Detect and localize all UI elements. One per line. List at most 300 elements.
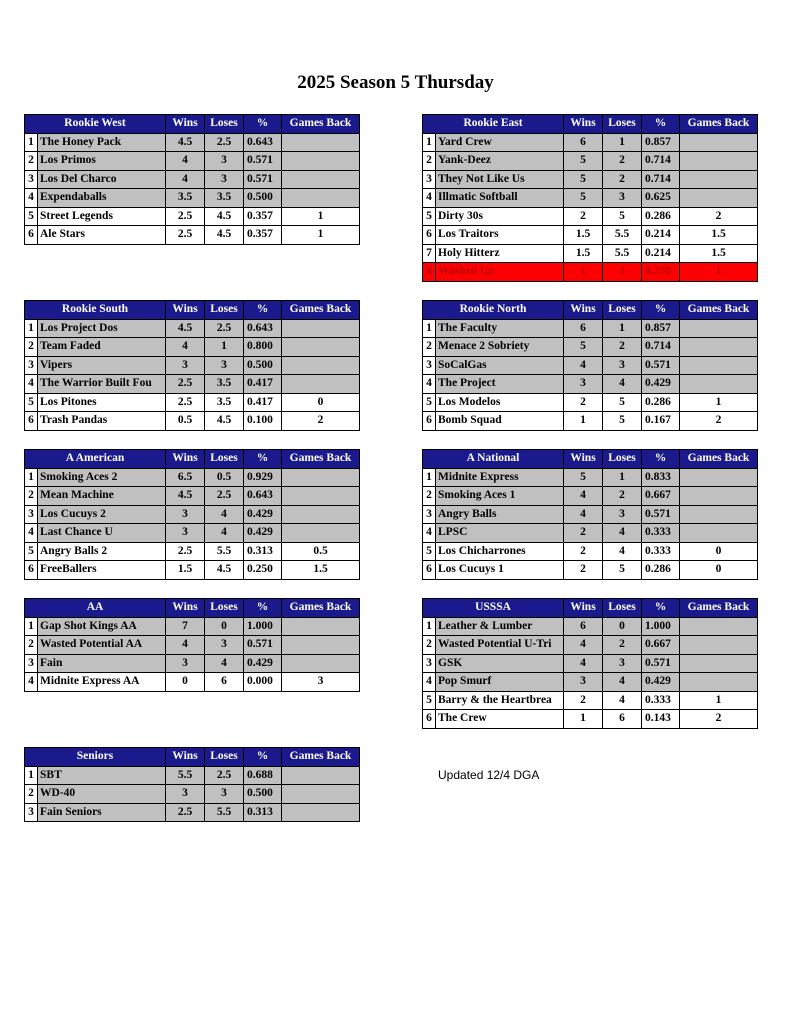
- games-back-cell: 1: [680, 393, 758, 412]
- games-back-cell: [282, 468, 360, 487]
- table-row: [25, 785, 360, 804]
- wins-cell: 4: [166, 636, 205, 655]
- wins-cell: 1: [564, 412, 603, 431]
- table-row: [423, 636, 758, 655]
- rank-cell: 1: [423, 319, 436, 338]
- wins-cell: 2: [564, 542, 603, 561]
- wins-cell: 2: [564, 691, 603, 710]
- games-back-cell: [282, 375, 360, 394]
- team-name-cell: Trash Pandas: [38, 412, 166, 431]
- table-row: [423, 393, 758, 412]
- team-name-cell: Los Cucuys 1: [436, 561, 564, 580]
- loses-cell: 5: [603, 412, 642, 431]
- wins-cell: 4.5: [166, 133, 205, 152]
- wins-cell: 5: [564, 170, 603, 189]
- wins-cell: 3: [564, 673, 603, 692]
- rank-cell: 3: [25, 356, 38, 375]
- table-row: [423, 487, 758, 506]
- table-header-row: [25, 599, 360, 618]
- table-row: [423, 356, 758, 375]
- loses-cell: 2.5: [205, 133, 244, 152]
- games-back-cell: [282, 654, 360, 673]
- table-row: [423, 561, 758, 580]
- team-name-cell: LPSC: [436, 524, 564, 543]
- games-back-cell: [282, 617, 360, 636]
- pct-header: %: [642, 599, 680, 618]
- games-back-cell: [282, 505, 360, 524]
- loses-cell: 3: [205, 636, 244, 655]
- table-row: [25, 524, 360, 543]
- team-name-cell: Street Legends: [38, 207, 166, 226]
- table-row: [423, 338, 758, 357]
- table-rookie-east: [422, 114, 758, 282]
- pct-cell: 0.571: [244, 636, 282, 655]
- team-name-cell: Expendaballs: [38, 189, 166, 208]
- team-name-cell: Holy Hitterz: [436, 244, 564, 263]
- loses-cell: 4: [603, 524, 642, 543]
- division-name: Rookie North: [423, 301, 564, 320]
- games-back-cell: [282, 152, 360, 171]
- wins-cell: 2.5: [166, 393, 205, 412]
- team-name-cell: Last Chance U: [38, 524, 166, 543]
- wins-cell: 5: [564, 152, 603, 171]
- wins-cell: 2.5: [166, 207, 205, 226]
- table-row: [423, 542, 758, 561]
- table-row: [25, 617, 360, 636]
- table-row: [423, 375, 758, 394]
- games-back-cell: [680, 152, 758, 171]
- rank-cell: 4: [423, 673, 436, 692]
- rank-cell: 2: [25, 338, 38, 357]
- loses-cell: 4: [603, 673, 642, 692]
- table-row: [25, 356, 360, 375]
- table-row: [25, 133, 360, 152]
- games-back-header: Games Back: [680, 450, 758, 469]
- team-name-cell: Fain Seniors: [38, 803, 166, 822]
- team-name-cell: Los Modelos: [436, 393, 564, 412]
- team-name-cell: GSK: [436, 654, 564, 673]
- loses-header: Loses: [603, 599, 642, 618]
- games-back-cell: [680, 617, 758, 636]
- pct-cell: 0.429: [244, 505, 282, 524]
- rank-cell: 1: [423, 468, 436, 487]
- loses-cell: 3: [603, 263, 642, 282]
- page-title: 2025 Season 5 Thursday: [297, 72, 494, 93]
- wins-cell: 7: [166, 617, 205, 636]
- loses-cell: 2.5: [205, 487, 244, 506]
- wins-cell: 4: [564, 487, 603, 506]
- division-name: AA: [25, 599, 166, 618]
- team-name-cell: SoCalGas: [436, 356, 564, 375]
- loses-cell: 4.5: [205, 226, 244, 245]
- wins-cell: 3: [166, 524, 205, 543]
- wins-header: Wins: [564, 450, 603, 469]
- wins-cell: 5: [564, 338, 603, 357]
- table-row: [25, 487, 360, 506]
- games-back-cell: 1.5: [680, 244, 758, 263]
- loses-cell: 4: [205, 505, 244, 524]
- loses-cell: 0: [603, 617, 642, 636]
- games-back-header: Games Back: [680, 115, 758, 134]
- games-back-cell: [680, 170, 758, 189]
- wins-header: Wins: [166, 599, 205, 618]
- table-header-row: [25, 748, 360, 767]
- wins-cell: 3.5: [166, 189, 205, 208]
- team-name-cell: Team Faded: [38, 338, 166, 357]
- wins-cell: 4: [564, 654, 603, 673]
- wins-cell: 2.5: [166, 803, 205, 822]
- table-row: [25, 152, 360, 171]
- wins-cell: 1: [564, 263, 603, 282]
- games-back-cell: 1: [282, 226, 360, 245]
- wins-cell: 2.5: [166, 226, 205, 245]
- pct-cell: 0.417: [244, 393, 282, 412]
- rank-cell: 4: [423, 524, 436, 543]
- pct-cell: 0.500: [244, 785, 282, 804]
- pct-header: %: [244, 115, 282, 134]
- table-header-row: [423, 450, 758, 469]
- loses-cell: 4: [603, 375, 642, 394]
- table-row: [423, 654, 758, 673]
- pct-header: %: [244, 748, 282, 767]
- team-name-cell: Smoking Aces 1: [436, 487, 564, 506]
- games-back-cell: [680, 673, 758, 692]
- loses-cell: 1: [205, 338, 244, 357]
- games-back-cell: 2: [282, 412, 360, 431]
- team-name-cell: WD-40: [38, 785, 166, 804]
- pct-cell: 0.625: [642, 189, 680, 208]
- table-row: [25, 542, 360, 561]
- rank-cell: 3: [423, 170, 436, 189]
- loses-cell: 6: [205, 673, 244, 692]
- pct-cell: 0.417: [244, 375, 282, 394]
- rank-cell: 1: [25, 766, 38, 785]
- games-back-cell: [680, 505, 758, 524]
- rank-cell: 5: [423, 393, 436, 412]
- loses-cell: 3.5: [205, 393, 244, 412]
- rank-cell: 1: [25, 617, 38, 636]
- team-name-cell: The Faculty: [436, 319, 564, 338]
- wins-cell: 5.5: [166, 766, 205, 785]
- rank-cell: 5: [25, 207, 38, 226]
- games-back-cell: [680, 468, 758, 487]
- pct-cell: 0.643: [244, 487, 282, 506]
- rank-cell: 4: [25, 673, 38, 692]
- wins-cell: 3: [564, 375, 603, 394]
- table-row: [423, 133, 758, 152]
- rank-cell: 2: [423, 636, 436, 655]
- wins-header: Wins: [564, 301, 603, 320]
- rank-cell: 2: [423, 152, 436, 171]
- wins-cell: 3: [166, 654, 205, 673]
- team-name-cell: Smoking Aces 2: [38, 468, 166, 487]
- pct-header: %: [244, 301, 282, 320]
- wins-cell: 2: [564, 393, 603, 412]
- team-name-cell: Pop Smurf: [436, 673, 564, 692]
- pct-header: %: [244, 450, 282, 469]
- loses-cell: 3.5: [205, 189, 244, 208]
- pct-cell: 0.286: [642, 207, 680, 226]
- loses-cell: 5: [603, 207, 642, 226]
- rank-cell: 4: [25, 375, 38, 394]
- games-back-header: Games Back: [282, 450, 360, 469]
- wins-cell: 4.5: [166, 319, 205, 338]
- loses-header: Loses: [603, 115, 642, 134]
- loses-cell: 5.5: [205, 542, 244, 561]
- games-back-cell: [680, 319, 758, 338]
- games-back-cell: 1.5: [680, 226, 758, 245]
- loses-cell: 5: [603, 561, 642, 580]
- team-name-cell: Gap Shot Kings AA: [38, 617, 166, 636]
- table-row: [423, 468, 758, 487]
- team-name-cell: Leather & Lumber: [436, 617, 564, 636]
- table-row: [25, 654, 360, 673]
- games-back-header: Games Back: [282, 599, 360, 618]
- loses-cell: 3: [205, 356, 244, 375]
- games-back-cell: [282, 189, 360, 208]
- pct-cell: 0.667: [642, 636, 680, 655]
- loses-cell: 5.5: [603, 226, 642, 245]
- division-name: USSSA: [423, 599, 564, 618]
- rank-cell: 2: [25, 152, 38, 171]
- team-name-cell: Mean Machine: [38, 487, 166, 506]
- pct-cell: 0.714: [642, 170, 680, 189]
- loses-cell: 4: [603, 542, 642, 561]
- table-row: [423, 170, 758, 189]
- wins-cell: 4: [564, 505, 603, 524]
- games-back-cell: [282, 133, 360, 152]
- team-name-cell: Dirty 30s: [436, 207, 564, 226]
- games-back-cell: [282, 766, 360, 785]
- games-back-cell: [680, 654, 758, 673]
- pct-header: %: [244, 599, 282, 618]
- team-name-cell: Vipers: [38, 356, 166, 375]
- pct-cell: 0.250: [642, 263, 680, 282]
- rank-cell: 2: [423, 338, 436, 357]
- games-back-cell: [282, 636, 360, 655]
- table-row: [423, 524, 758, 543]
- table-row: [25, 766, 360, 785]
- wins-cell: 1: [564, 710, 603, 729]
- rank-cell: 6: [25, 561, 38, 580]
- table-header-row: [25, 115, 360, 134]
- rank-cell: 6: [423, 412, 436, 431]
- games-back-cell: 0: [282, 393, 360, 412]
- team-name-cell: Wasted Potential AA: [38, 636, 166, 655]
- wins-cell: 0.5: [166, 412, 205, 431]
- rank-cell: 6: [423, 561, 436, 580]
- loses-cell: 2: [603, 170, 642, 189]
- loses-cell: 3: [603, 505, 642, 524]
- table-row: [423, 319, 758, 338]
- rank-cell: 6: [423, 710, 436, 729]
- table-rookie-west: [24, 114, 360, 245]
- wins-cell: 1.5: [564, 226, 603, 245]
- table-row: [423, 673, 758, 692]
- rank-cell: 3: [25, 654, 38, 673]
- wins-cell: 4: [166, 338, 205, 357]
- table-rookie-north: [422, 300, 758, 431]
- team-name-cell: SBT: [38, 766, 166, 785]
- pct-cell: 0.429: [244, 524, 282, 543]
- pct-cell: 0.214: [642, 226, 680, 245]
- division-name: Rookie South: [25, 301, 166, 320]
- pct-cell: 0.333: [642, 691, 680, 710]
- rank-cell: 2: [25, 785, 38, 804]
- pct-cell: 0.333: [642, 542, 680, 561]
- table-row: [25, 505, 360, 524]
- wins-cell: 1.5: [166, 561, 205, 580]
- pct-cell: 0.714: [642, 338, 680, 357]
- loses-cell: 2: [603, 487, 642, 506]
- team-name-cell: Washed Up: [436, 263, 564, 282]
- division-name: A American: [25, 450, 166, 469]
- team-name-cell: FreeBallers: [38, 561, 166, 580]
- pct-cell: 0.286: [642, 561, 680, 580]
- wins-cell: 3: [166, 505, 205, 524]
- games-back-cell: 2: [680, 263, 758, 282]
- rank-cell: 3: [25, 505, 38, 524]
- rank-cell: 2: [25, 636, 38, 655]
- rank-cell: 3: [25, 170, 38, 189]
- team-name-cell: Los Cucuys 2: [38, 505, 166, 524]
- games-back-header: Games Back: [680, 599, 758, 618]
- table-seniors: [24, 747, 360, 822]
- pct-cell: 0.643: [244, 133, 282, 152]
- pct-cell: 0.688: [244, 766, 282, 785]
- loses-cell: 0.5: [205, 468, 244, 487]
- pct-cell: 0.500: [244, 356, 282, 375]
- team-name-cell: Angry Balls 2: [38, 542, 166, 561]
- rank-cell: 4: [25, 189, 38, 208]
- wins-cell: 2: [564, 207, 603, 226]
- updated-note: Updated 12/4 DGA: [438, 768, 540, 782]
- rank-cell: 1: [25, 468, 38, 487]
- pct-cell: 0.429: [642, 375, 680, 394]
- table-row: [25, 226, 360, 245]
- table-rookie-south: [24, 300, 360, 431]
- loses-header: Loses: [205, 115, 244, 134]
- pct-cell: 0.250: [244, 561, 282, 580]
- loses-cell: 3: [205, 152, 244, 171]
- wins-header: Wins: [166, 301, 205, 320]
- loses-cell: 3: [205, 170, 244, 189]
- pct-header: %: [642, 301, 680, 320]
- pct-cell: 0.214: [642, 244, 680, 263]
- pct-cell: 0.000: [244, 673, 282, 692]
- pct-cell: 0.143: [642, 710, 680, 729]
- wins-cell: 1.5: [564, 244, 603, 263]
- loses-header: Loses: [205, 450, 244, 469]
- team-name-cell: Los Pitones: [38, 393, 166, 412]
- pct-cell: 0.714: [642, 152, 680, 171]
- table-row: [423, 207, 758, 226]
- rank-cell: 5: [423, 542, 436, 561]
- loses-cell: 4.5: [205, 561, 244, 580]
- wins-header: Wins: [564, 115, 603, 134]
- pct-cell: 0.333: [642, 524, 680, 543]
- loses-cell: 3: [205, 785, 244, 804]
- table-header-row: [423, 599, 758, 618]
- team-name-cell: The Project: [436, 375, 564, 394]
- table-row: [25, 803, 360, 822]
- games-back-cell: 2: [680, 207, 758, 226]
- loses-cell: 0: [205, 617, 244, 636]
- rank-cell: 3: [423, 654, 436, 673]
- team-name-cell: Illmatic Softball: [436, 189, 564, 208]
- games-back-cell: [680, 189, 758, 208]
- games-back-cell: 1: [680, 691, 758, 710]
- table-row: [25, 207, 360, 226]
- table-row: [25, 189, 360, 208]
- rank-cell: 3: [423, 505, 436, 524]
- games-back-cell: [680, 356, 758, 375]
- wins-cell: 2: [564, 524, 603, 543]
- games-back-cell: 2: [680, 710, 758, 729]
- team-name-cell: Fain: [38, 654, 166, 673]
- wins-cell: 4: [166, 152, 205, 171]
- team-name-cell: Menace 2 Sobriety: [436, 338, 564, 357]
- table-row: [423, 152, 758, 171]
- pct-cell: 0.571: [244, 152, 282, 171]
- games-back-cell: [282, 785, 360, 804]
- team-name-cell: They Not Like Us: [436, 170, 564, 189]
- loses-cell: 2.5: [205, 766, 244, 785]
- wins-header: Wins: [166, 748, 205, 767]
- table-header-row: [423, 115, 758, 134]
- table-row: [423, 710, 758, 729]
- table-a-american: [24, 449, 360, 580]
- wins-cell: 5: [564, 468, 603, 487]
- wins-header: Wins: [564, 599, 603, 618]
- pct-header: %: [642, 115, 680, 134]
- table-row: [25, 636, 360, 655]
- team-name-cell: The Warrior Built Fou: [38, 375, 166, 394]
- wins-cell: 6: [564, 319, 603, 338]
- games-back-cell: [680, 636, 758, 655]
- loses-cell: 4: [205, 524, 244, 543]
- wins-cell: 6: [564, 133, 603, 152]
- table-row: [423, 244, 758, 263]
- wins-cell: 2: [564, 561, 603, 580]
- division-name: A National: [423, 450, 564, 469]
- wins-cell: 4: [166, 170, 205, 189]
- pct-cell: 1.000: [244, 617, 282, 636]
- team-name-cell: Yard Crew: [436, 133, 564, 152]
- loses-cell: 3.5: [205, 375, 244, 394]
- pct-header: %: [642, 450, 680, 469]
- rank-cell: 5: [423, 691, 436, 710]
- wins-cell: 5: [564, 189, 603, 208]
- loses-cell: 2: [603, 338, 642, 357]
- games-back-header: Games Back: [282, 748, 360, 767]
- pct-cell: 0.313: [244, 542, 282, 561]
- loses-cell: 5.5: [205, 803, 244, 822]
- division-name: Rookie East: [423, 115, 564, 134]
- pct-cell: 0.429: [244, 654, 282, 673]
- rank-cell: 3: [423, 356, 436, 375]
- loses-cell: 5.5: [603, 244, 642, 263]
- rank-cell: 6: [423, 226, 436, 245]
- wins-cell: 4: [564, 636, 603, 655]
- table-header-row: [25, 450, 360, 469]
- table-row: [25, 673, 360, 692]
- team-name-cell: Bomb Squad: [436, 412, 564, 431]
- loses-header: Loses: [205, 599, 244, 618]
- pct-cell: 0.571: [244, 170, 282, 189]
- pct-cell: 0.500: [244, 189, 282, 208]
- games-back-cell: [680, 487, 758, 506]
